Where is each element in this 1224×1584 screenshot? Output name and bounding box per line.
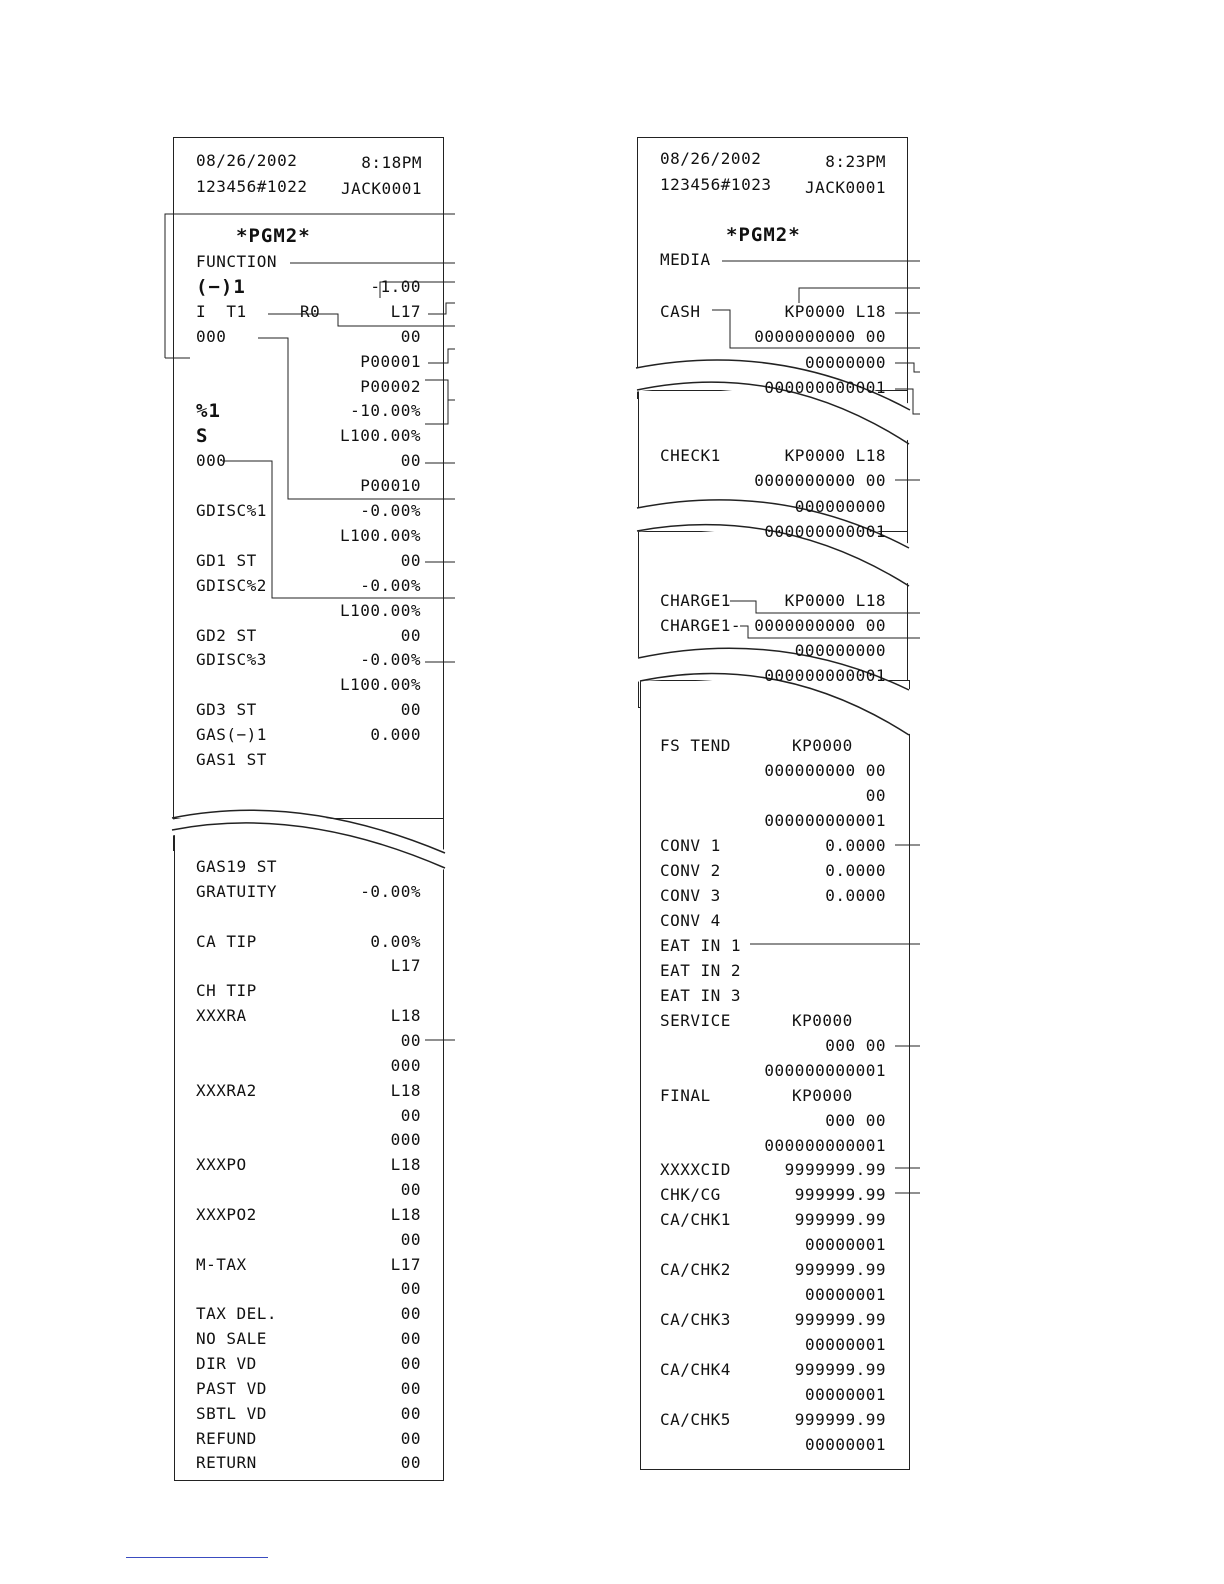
receipt-value: 00 bbox=[400, 326, 421, 346]
receipt-label: GRATUITY bbox=[196, 881, 278, 901]
receipt-label: (−)1 bbox=[196, 275, 246, 298]
receipt-value: P00002 bbox=[360, 376, 421, 396]
receipt-label: DIR VD bbox=[196, 1354, 257, 1373]
receipt-label: CA/CHK3 bbox=[660, 1310, 731, 1330]
receipt-value: 0000000000 00 bbox=[754, 327, 886, 347]
receipt-label: XXXPO2 bbox=[196, 1204, 257, 1224]
receipt-value: 00000001 bbox=[804, 1235, 886, 1255]
receipt-value: KP0000 L18 bbox=[784, 446, 886, 465]
receipt-middle: KP0000 bbox=[792, 736, 853, 755]
receipt-label: CONV 3 bbox=[660, 885, 721, 905]
receipt-value: 000000000001 bbox=[764, 521, 886, 541]
receipt-middle: KP0000 bbox=[792, 1085, 853, 1105]
receipt-label: M-TAX bbox=[196, 1254, 247, 1274]
receipt-clerk: JACK0001 bbox=[340, 179, 422, 198]
receipt-value: -0.00% bbox=[360, 501, 421, 520]
receipt-value: 0.0000 bbox=[825, 835, 886, 855]
receipt-label: FINAL bbox=[660, 1085, 711, 1105]
receipt-value: 000000000 00 bbox=[764, 760, 886, 780]
receipt-value: 000000000001 bbox=[764, 377, 886, 397]
receipt-label: XXXRA2 bbox=[196, 1080, 257, 1100]
receipt-label: S bbox=[196, 425, 209, 448]
receipt-value: 000000000001 bbox=[764, 1060, 886, 1080]
receipt-value: P00010 bbox=[360, 476, 421, 496]
receipt-label: CONV 1 bbox=[660, 835, 721, 855]
receipt-label: GDISC%2 bbox=[196, 575, 267, 595]
receipt-label: TAX DEL. bbox=[196, 1304, 278, 1324]
receipt-value: 0000000000 00 bbox=[754, 616, 886, 636]
receipt-clerk: JACK0001 bbox=[804, 178, 886, 197]
receipt-time: 8:18PM bbox=[361, 153, 422, 172]
receipt-value: 00000001 bbox=[804, 1385, 886, 1405]
receipt-value: 00 bbox=[400, 550, 421, 570]
receipt-value: 00000001 bbox=[804, 1335, 886, 1355]
receipt-value: 00 bbox=[400, 1105, 421, 1125]
footnote-rule bbox=[126, 1557, 268, 1558]
receipt-value: 00 bbox=[400, 1304, 421, 1324]
receipt-value: L18 bbox=[390, 1080, 421, 1100]
receipt-label: RETURN bbox=[196, 1453, 257, 1473]
receipt-value: 00000001 bbox=[804, 1285, 886, 1305]
receipt-value: KP0000 L18 bbox=[784, 591, 886, 610]
receipt-label: GAS1 ST bbox=[196, 750, 267, 769]
receipt-value: 0.000 bbox=[370, 725, 421, 745]
receipt-value: L17 bbox=[390, 301, 421, 321]
receipt-value: 999999.99 bbox=[794, 1310, 886, 1330]
receipt-machine-number: 123456#1022 bbox=[196, 177, 308, 196]
receipt-value: 000000000001 bbox=[764, 1135, 886, 1155]
receipt-label: CH TIP bbox=[196, 981, 257, 1001]
receipt-value: L100.00% bbox=[339, 426, 421, 446]
receipt-value: 00 bbox=[400, 1180, 421, 1200]
receipt-label: GAS(−)1 bbox=[196, 725, 267, 745]
receipt-time: 8:23PM bbox=[825, 152, 886, 171]
receipt-value: L17 bbox=[390, 956, 421, 976]
receipt-value: -10.00% bbox=[350, 401, 421, 421]
receipt-value: 9999999.99 bbox=[784, 1160, 886, 1180]
receipt-value: 0.0000 bbox=[825, 860, 886, 880]
receipt-value: 000000000001 bbox=[764, 666, 886, 686]
receipt-label: GD2 ST bbox=[196, 625, 257, 645]
receipt-value: 000 bbox=[390, 1055, 421, 1075]
receipt-value: 00 bbox=[400, 625, 421, 645]
receipt-value: 000 00 bbox=[825, 1110, 886, 1130]
receipt-value: L18 bbox=[390, 1204, 421, 1224]
receipt-value: L100.00% bbox=[339, 600, 421, 620]
receipt-value: -1.00 bbox=[370, 276, 421, 296]
receipt-date: 08/26/2002 bbox=[660, 149, 762, 168]
receipt-label: %1 bbox=[196, 400, 221, 423]
receipt-value: 00 bbox=[400, 1229, 421, 1249]
receipt-value: 999999.99 bbox=[794, 1185, 886, 1205]
receipt-label: EAT IN 1 bbox=[660, 935, 742, 955]
receipt-value: 0000000000 00 bbox=[754, 471, 886, 491]
receipt-label: SBTL VD bbox=[196, 1403, 267, 1423]
receipt-value: 00000000 bbox=[804, 352, 886, 372]
receipt-value: 000 bbox=[390, 1130, 421, 1150]
receipt-label: CHARGE1 bbox=[660, 591, 731, 610]
receipt-label: 000 bbox=[196, 326, 227, 346]
receipt-value: 00 bbox=[400, 1378, 421, 1398]
receipt-value: 0.0000 bbox=[825, 885, 886, 905]
receipt-value: 000 00 bbox=[825, 1035, 886, 1055]
receipt-value: L18 bbox=[390, 1155, 421, 1175]
receipt-label: NO SALE bbox=[196, 1329, 267, 1349]
receipt-value: 00000001 bbox=[804, 1435, 886, 1455]
receipt-label: FUNCTION bbox=[196, 252, 278, 271]
receipt-label: REFUND bbox=[196, 1428, 257, 1448]
receipt-label: CA/CHK5 bbox=[660, 1410, 731, 1430]
receipt-value: -0.00% bbox=[360, 881, 421, 901]
receipt-value: KP0000 L18 bbox=[784, 302, 886, 321]
receipt-value: 999999.99 bbox=[794, 1210, 886, 1230]
receipt-value: 000000000001 bbox=[764, 810, 886, 830]
receipt-value: 00 bbox=[400, 451, 421, 471]
receipt-machine-number: 123456#1023 bbox=[660, 175, 772, 194]
receipt-value: L100.00% bbox=[339, 525, 421, 545]
receipt-middle: KP0000 bbox=[792, 1010, 853, 1030]
receipt-label: EAT IN 2 bbox=[660, 960, 742, 980]
receipt-value: -0.00% bbox=[360, 575, 421, 595]
receipt-value: 000000000 bbox=[794, 496, 886, 516]
receipt-label: GDISC%1 bbox=[196, 501, 267, 520]
receipt-title: *PGM2* bbox=[726, 224, 801, 246]
receipt-value: 00 bbox=[400, 1428, 421, 1448]
receipt-label: EAT IN 3 bbox=[660, 985, 742, 1005]
receipt-label: CASH bbox=[660, 302, 701, 321]
receipt-label: CHK/CG bbox=[660, 1185, 721, 1205]
receipt-value: 00 bbox=[400, 1403, 421, 1423]
receipt-label: GAS19 ST bbox=[196, 857, 278, 876]
receipt-label: GD3 ST bbox=[196, 700, 257, 720]
receipt-value: 000000000 bbox=[794, 641, 886, 661]
receipt-title: *PGM2* bbox=[236, 225, 311, 247]
receipt-value: L100.00% bbox=[339, 675, 421, 695]
receipt-label: 000 bbox=[196, 451, 227, 471]
receipt-label: SERVICE bbox=[660, 1010, 731, 1030]
receipt-label: CA/CHK2 bbox=[660, 1260, 731, 1280]
receipt-label: I T1 bbox=[196, 301, 247, 321]
receipt-value: L18 bbox=[390, 1006, 421, 1026]
receipt-label: CONV 2 bbox=[660, 860, 721, 880]
receipt-value: 999999.99 bbox=[794, 1360, 886, 1380]
receipt-label: CHARGE1- bbox=[660, 616, 742, 636]
receipt-label: XXXPO bbox=[196, 1155, 247, 1175]
receipt-value: 0.00% bbox=[370, 931, 421, 951]
receipt-label: GDISC%3 bbox=[196, 650, 267, 670]
receipt-label: XXXXCID bbox=[660, 1160, 731, 1180]
receipt-label: FS TEND bbox=[660, 736, 731, 755]
receipt-middle: R0 bbox=[300, 301, 321, 321]
receipt-value: 00 bbox=[400, 1453, 421, 1473]
receipt-label: CHECK1 bbox=[660, 446, 721, 465]
receipt-value: 00 bbox=[400, 1329, 421, 1349]
receipt-label: CA/CHK4 bbox=[660, 1360, 731, 1380]
receipt-value: 999999.99 bbox=[794, 1260, 886, 1280]
receipt-label: GD1 ST bbox=[196, 550, 257, 570]
receipt-value: L17 bbox=[390, 1254, 421, 1274]
receipt-label: XXXRA bbox=[196, 1006, 247, 1026]
receipt-date: 08/26/2002 bbox=[196, 151, 298, 170]
receipt-label: CONV 4 bbox=[660, 910, 721, 930]
receipt-value: 00 bbox=[865, 785, 886, 805]
receipt-value: 00 bbox=[400, 1279, 421, 1299]
receipt-value: -0.00% bbox=[360, 650, 421, 670]
receipt-value: 999999.99 bbox=[794, 1410, 886, 1430]
receipt-value: 00 bbox=[400, 700, 421, 720]
receipt-label: CA/CHK1 bbox=[660, 1210, 731, 1230]
receipt-label: PAST VD bbox=[196, 1378, 267, 1398]
receipt-value: P00001 bbox=[360, 351, 421, 371]
receipt-label: CA TIP bbox=[196, 931, 257, 951]
receipt-value: 00 bbox=[400, 1030, 421, 1050]
receipt-value: 00 bbox=[400, 1354, 421, 1373]
media-label: MEDIA bbox=[660, 250, 711, 269]
